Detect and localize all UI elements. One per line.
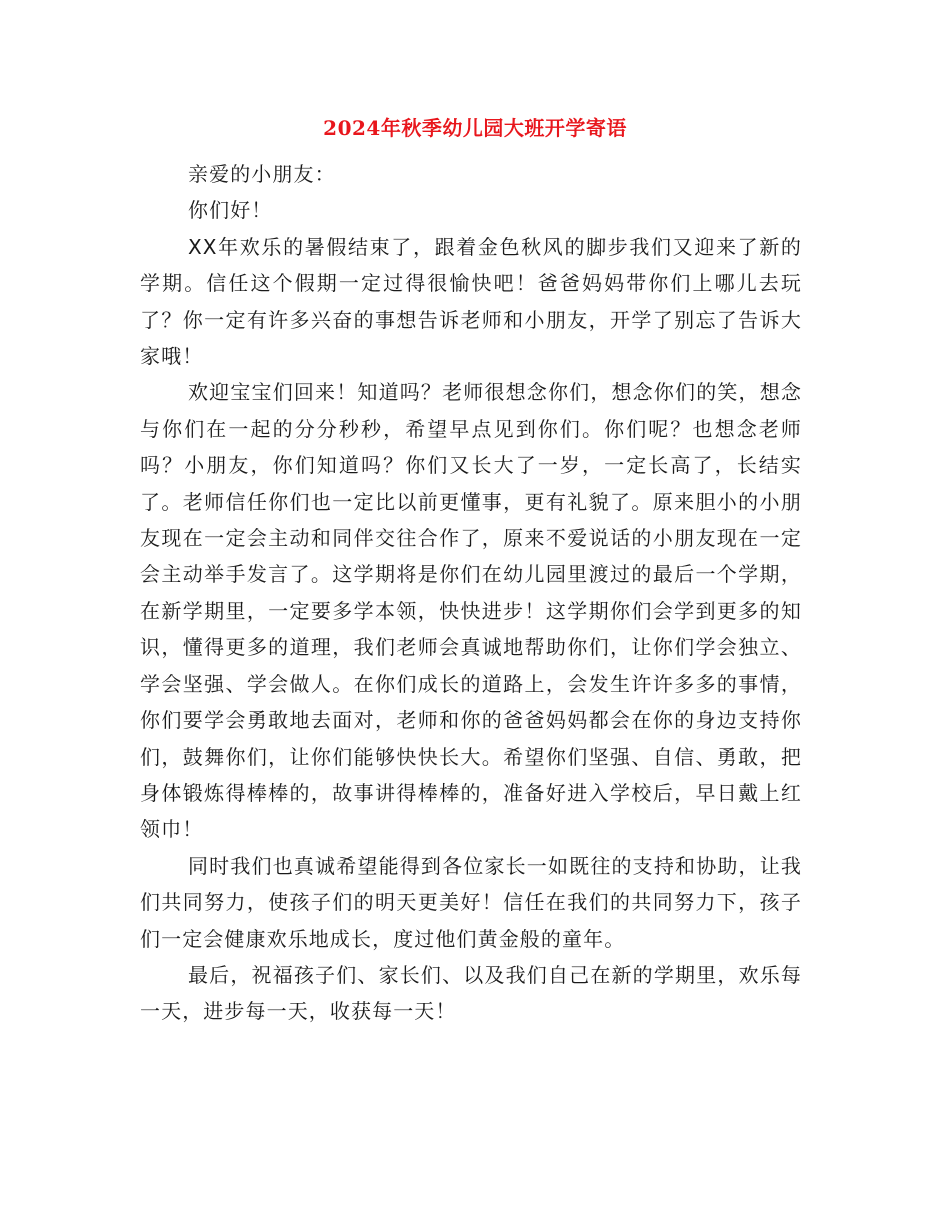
- greeting-paragraph: 你们好！: [188, 198, 273, 223]
- document-body: [140, 156, 802, 1030]
- body-paragraph-2: 欢迎宝宝们回来！知道吗？老师很想念你们，想念你们的笑，想念与你们在一起的分分秒秒，希望早点见到你们。你们呢？也想念老师吗？小朋友，你们知道吗？你们又长大了一岁，一定长高了，长结实了。老师信任你们也一定比以前更懂事，更有礼貌了。原来胆小的小朋友现在一定会主动和同伴交往合作了，原来不爱说话的小朋友现在一定会主动举手发言了。这学期将是你们在幼儿园里渡过的最后一个学期，在新学期里，一定要多学本领，快快进步！这学期你们会学到更多的知识，懂得更多的道理，我们老师会真诚地帮助你们，让你们学会独立、学会坚强、学会做人。在你们成长的道路上，会发生许许多多的事情，你们要学会勇敢地去面对，老师和你的爸爸妈妈都会在你的身边支持你们，鼓舞你们，让你们能够快快长大。希望你们坚强、自信、勇敢，把身体锻炼得棒棒的，故事讲得棒棒的，准备好进入学校后，早日戴上红领巾！: [140, 380, 802, 842]
- document-title: 2024年秋季幼儿园大班开学寄语: [323, 116, 627, 140]
- body-paragraph-3: 同时我们也真诚希望能得到各位家长一如既往的支持和协助，让我们共同努力，使孩子们的明天更美好！信任在我们的共同努力下，孩子们一定会健康欢乐地成长，度过他们黄金般的童年。: [140, 853, 802, 951]
- body-paragraph-1: XX年欢乐的暑假结束了，跟着金色秋风的脚步我们又迎来了新的学期。信任这个假期一定过得很愉快吧！爸爸妈妈带你们上哪儿去玩了？你一定有许多兴奋的事想告诉老师和小朋友，开学了别忘了告诉大家哦！: [140, 234, 802, 369]
- closing-paragraph: 最后，祝福孩子们、家长们、以及我们自己在新的学期里，欢乐每一天，进步每一天，收获每一天！: [140, 962, 802, 1024]
- salutation-paragraph: 亲爱的小朋友：: [188, 162, 336, 186]
